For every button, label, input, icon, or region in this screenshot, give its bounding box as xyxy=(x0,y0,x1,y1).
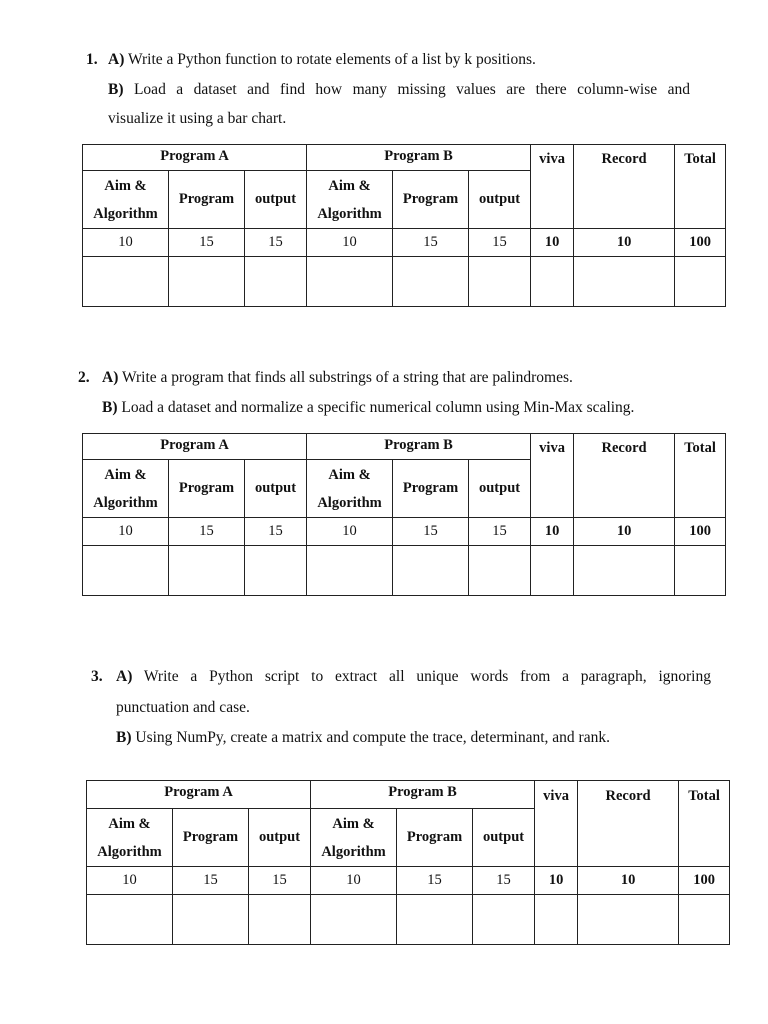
empty-marks-cell[interactable] xyxy=(245,257,307,307)
aim-algorithm-header xyxy=(87,809,173,867)
max-marks-cell: 10 xyxy=(574,229,675,257)
part-a-label: A) xyxy=(102,369,119,386)
program-header: Program xyxy=(173,809,249,867)
max-marks-cell: 100 xyxy=(675,518,726,546)
part-b-text: Using NumPy, create a matrix and compute the trace, determinant, and rank. xyxy=(135,729,610,746)
output-header: output xyxy=(245,171,307,229)
part-b-text: Load a dataset and find how many missing values are there column-wise and xyxy=(133,81,690,98)
empty-marks-cell[interactable] xyxy=(173,895,249,945)
empty-marks-cell[interactable] xyxy=(169,546,245,596)
empty-marks-cell[interactable] xyxy=(397,895,473,945)
max-marks-cell: 10 xyxy=(535,867,578,895)
empty-marks-cell[interactable] xyxy=(675,257,726,307)
program-header: Program xyxy=(397,809,473,867)
empty-marks-cell[interactable] xyxy=(169,257,245,307)
empty-marks-cell[interactable] xyxy=(307,257,393,307)
program-header: Program xyxy=(169,460,245,518)
empty-marks-cell[interactable] xyxy=(535,895,578,945)
empty-marks-cell[interactable] xyxy=(83,546,169,596)
max-marks-cell: 10 xyxy=(83,229,169,257)
question-part-a xyxy=(102,368,573,388)
question-part-a xyxy=(108,50,536,70)
empty-marks-cell[interactable] xyxy=(245,546,307,596)
program-a-header: Program A xyxy=(87,781,311,809)
part-b-label: B) xyxy=(102,399,118,416)
output-header: output xyxy=(245,460,307,518)
part-a-line xyxy=(116,667,711,687)
max-marks-cell: 100 xyxy=(679,867,730,895)
program-b-header: Program B xyxy=(311,781,535,809)
aim-algorithm-header xyxy=(83,460,169,518)
max-marks-cell: 15 xyxy=(469,518,531,546)
empty-marks-cell[interactable] xyxy=(531,546,574,596)
empty-marks-cell[interactable] xyxy=(83,257,169,307)
max-marks-cell: 15 xyxy=(245,518,307,546)
max-marks-cell: 15 xyxy=(393,518,469,546)
empty-marks-cell[interactable] xyxy=(531,257,574,307)
empty-marks-cell[interactable] xyxy=(249,895,311,945)
question-part-b xyxy=(102,398,634,418)
max-marks-cell: 10 xyxy=(578,867,679,895)
viva-header: viva xyxy=(531,434,574,518)
max-marks-row xyxy=(83,229,726,257)
empty-marks-cell[interactable] xyxy=(469,257,531,307)
program-b-header: Program B xyxy=(307,145,531,171)
max-marks-row xyxy=(87,867,730,895)
empty-marks-cell[interactable] xyxy=(311,895,397,945)
part-b-text: Load a dataset and normalize a specific numerical column using Min-Max scaling. xyxy=(121,399,635,416)
marks-table-3 xyxy=(86,780,730,945)
empty-marks-cell[interactable] xyxy=(87,895,173,945)
max-marks-cell: 15 xyxy=(397,867,473,895)
aim-algorithm-header xyxy=(307,460,393,518)
empty-marks-cell[interactable] xyxy=(574,546,675,596)
max-marks-cell: 15 xyxy=(469,229,531,257)
max-marks-cell: 10 xyxy=(574,518,675,546)
awarded-marks-row xyxy=(83,546,726,596)
total-header: Total xyxy=(675,145,726,229)
max-marks-cell: 15 xyxy=(245,229,307,257)
output-header: output xyxy=(469,171,531,229)
output-header: output xyxy=(249,809,311,867)
max-marks-cell: 15 xyxy=(249,867,311,895)
max-marks-cell: 15 xyxy=(473,867,535,895)
max-marks-cell: 15 xyxy=(169,518,245,546)
awarded-marks-row xyxy=(83,257,726,307)
question-number: 2. xyxy=(78,369,90,386)
algorithm-label: Algorithm xyxy=(321,843,386,860)
question-part-a xyxy=(116,667,711,687)
part-a-text: Write a program that finds all substrings of a string that are palindromes. xyxy=(121,369,573,386)
aim-algorithm-header xyxy=(311,809,397,867)
record-header: Record xyxy=(578,781,679,867)
viva-header: viva xyxy=(535,781,578,867)
part-a-text: Write a Python function to rotate elements of a list by k positions. xyxy=(127,51,536,68)
max-marks-cell: 15 xyxy=(393,229,469,257)
question-part-b xyxy=(108,80,690,100)
program-header: Program xyxy=(169,171,245,229)
algorithm-label: Algorithm xyxy=(97,843,162,860)
max-marks-cell: 15 xyxy=(173,867,249,895)
question-number: 3. xyxy=(91,668,103,685)
empty-marks-cell[interactable] xyxy=(393,257,469,307)
aim-label: Aim & xyxy=(108,815,151,832)
max-marks-cell: 15 xyxy=(169,229,245,257)
max-marks-cell: 10 xyxy=(307,229,393,257)
output-header: output xyxy=(469,460,531,518)
question-part-b xyxy=(116,728,610,748)
part-b-line xyxy=(108,80,690,100)
algorithm-label: Algorithm xyxy=(93,494,158,511)
program-header: Program xyxy=(393,460,469,518)
program-b-header: Program B xyxy=(307,434,531,460)
aim-label: Aim & xyxy=(104,466,147,483)
max-marks-cell: 10 xyxy=(83,518,169,546)
question-number: 1. xyxy=(86,51,98,68)
empty-marks-cell[interactable] xyxy=(473,895,535,945)
empty-marks-cell[interactable] xyxy=(307,546,393,596)
aim-label: Aim & xyxy=(332,815,375,832)
record-header: Record xyxy=(574,145,675,229)
part-b-label: B) xyxy=(108,81,124,98)
max-marks-cell: 100 xyxy=(675,229,726,257)
empty-marks-cell[interactable] xyxy=(578,895,679,945)
program-a-header: Program A xyxy=(83,145,307,171)
aim-algorithm-header xyxy=(83,171,169,229)
max-marks-cell: 10 xyxy=(307,518,393,546)
max-marks-cell: 10 xyxy=(87,867,173,895)
aim-algorithm-header xyxy=(307,171,393,229)
algorithm-label: Algorithm xyxy=(93,205,158,222)
part-b-label: B) xyxy=(116,729,132,746)
algorithm-label: Algorithm xyxy=(317,205,382,222)
awarded-marks-row xyxy=(87,895,730,945)
question-part-a-continued: punctuation and case. xyxy=(116,699,250,716)
max-marks-cell: 10 xyxy=(531,518,574,546)
part-a-text: Write a Python script to extract all unique words from a paragraph, ignoring xyxy=(143,668,711,685)
aim-label: Aim & xyxy=(328,177,371,194)
part-a-label: A) xyxy=(116,668,133,685)
part-a-label: A) xyxy=(108,51,125,68)
algorithm-label: Algorithm xyxy=(317,494,382,511)
empty-marks-cell[interactable] xyxy=(469,546,531,596)
max-marks-row xyxy=(83,518,726,546)
viva-header: viva xyxy=(531,145,574,229)
program-header: Program xyxy=(393,171,469,229)
output-header: output xyxy=(473,809,535,867)
program-a-header: Program A xyxy=(83,434,307,460)
empty-marks-cell[interactable] xyxy=(393,546,469,596)
total-header: Total xyxy=(675,434,726,518)
max-marks-cell: 10 xyxy=(531,229,574,257)
empty-marks-cell[interactable] xyxy=(679,895,730,945)
marks-table-1 xyxy=(82,144,726,307)
empty-marks-cell[interactable] xyxy=(675,546,726,596)
aim-label: Aim & xyxy=(328,466,371,483)
empty-marks-cell[interactable] xyxy=(574,257,675,307)
total-header: Total xyxy=(679,781,730,867)
question-part-b-continued: visualize it using a bar chart. xyxy=(108,110,287,127)
max-marks-cell: 10 xyxy=(311,867,397,895)
marks-table-2 xyxy=(82,433,726,596)
aim-label: Aim & xyxy=(104,177,147,194)
record-header: Record xyxy=(574,434,675,518)
